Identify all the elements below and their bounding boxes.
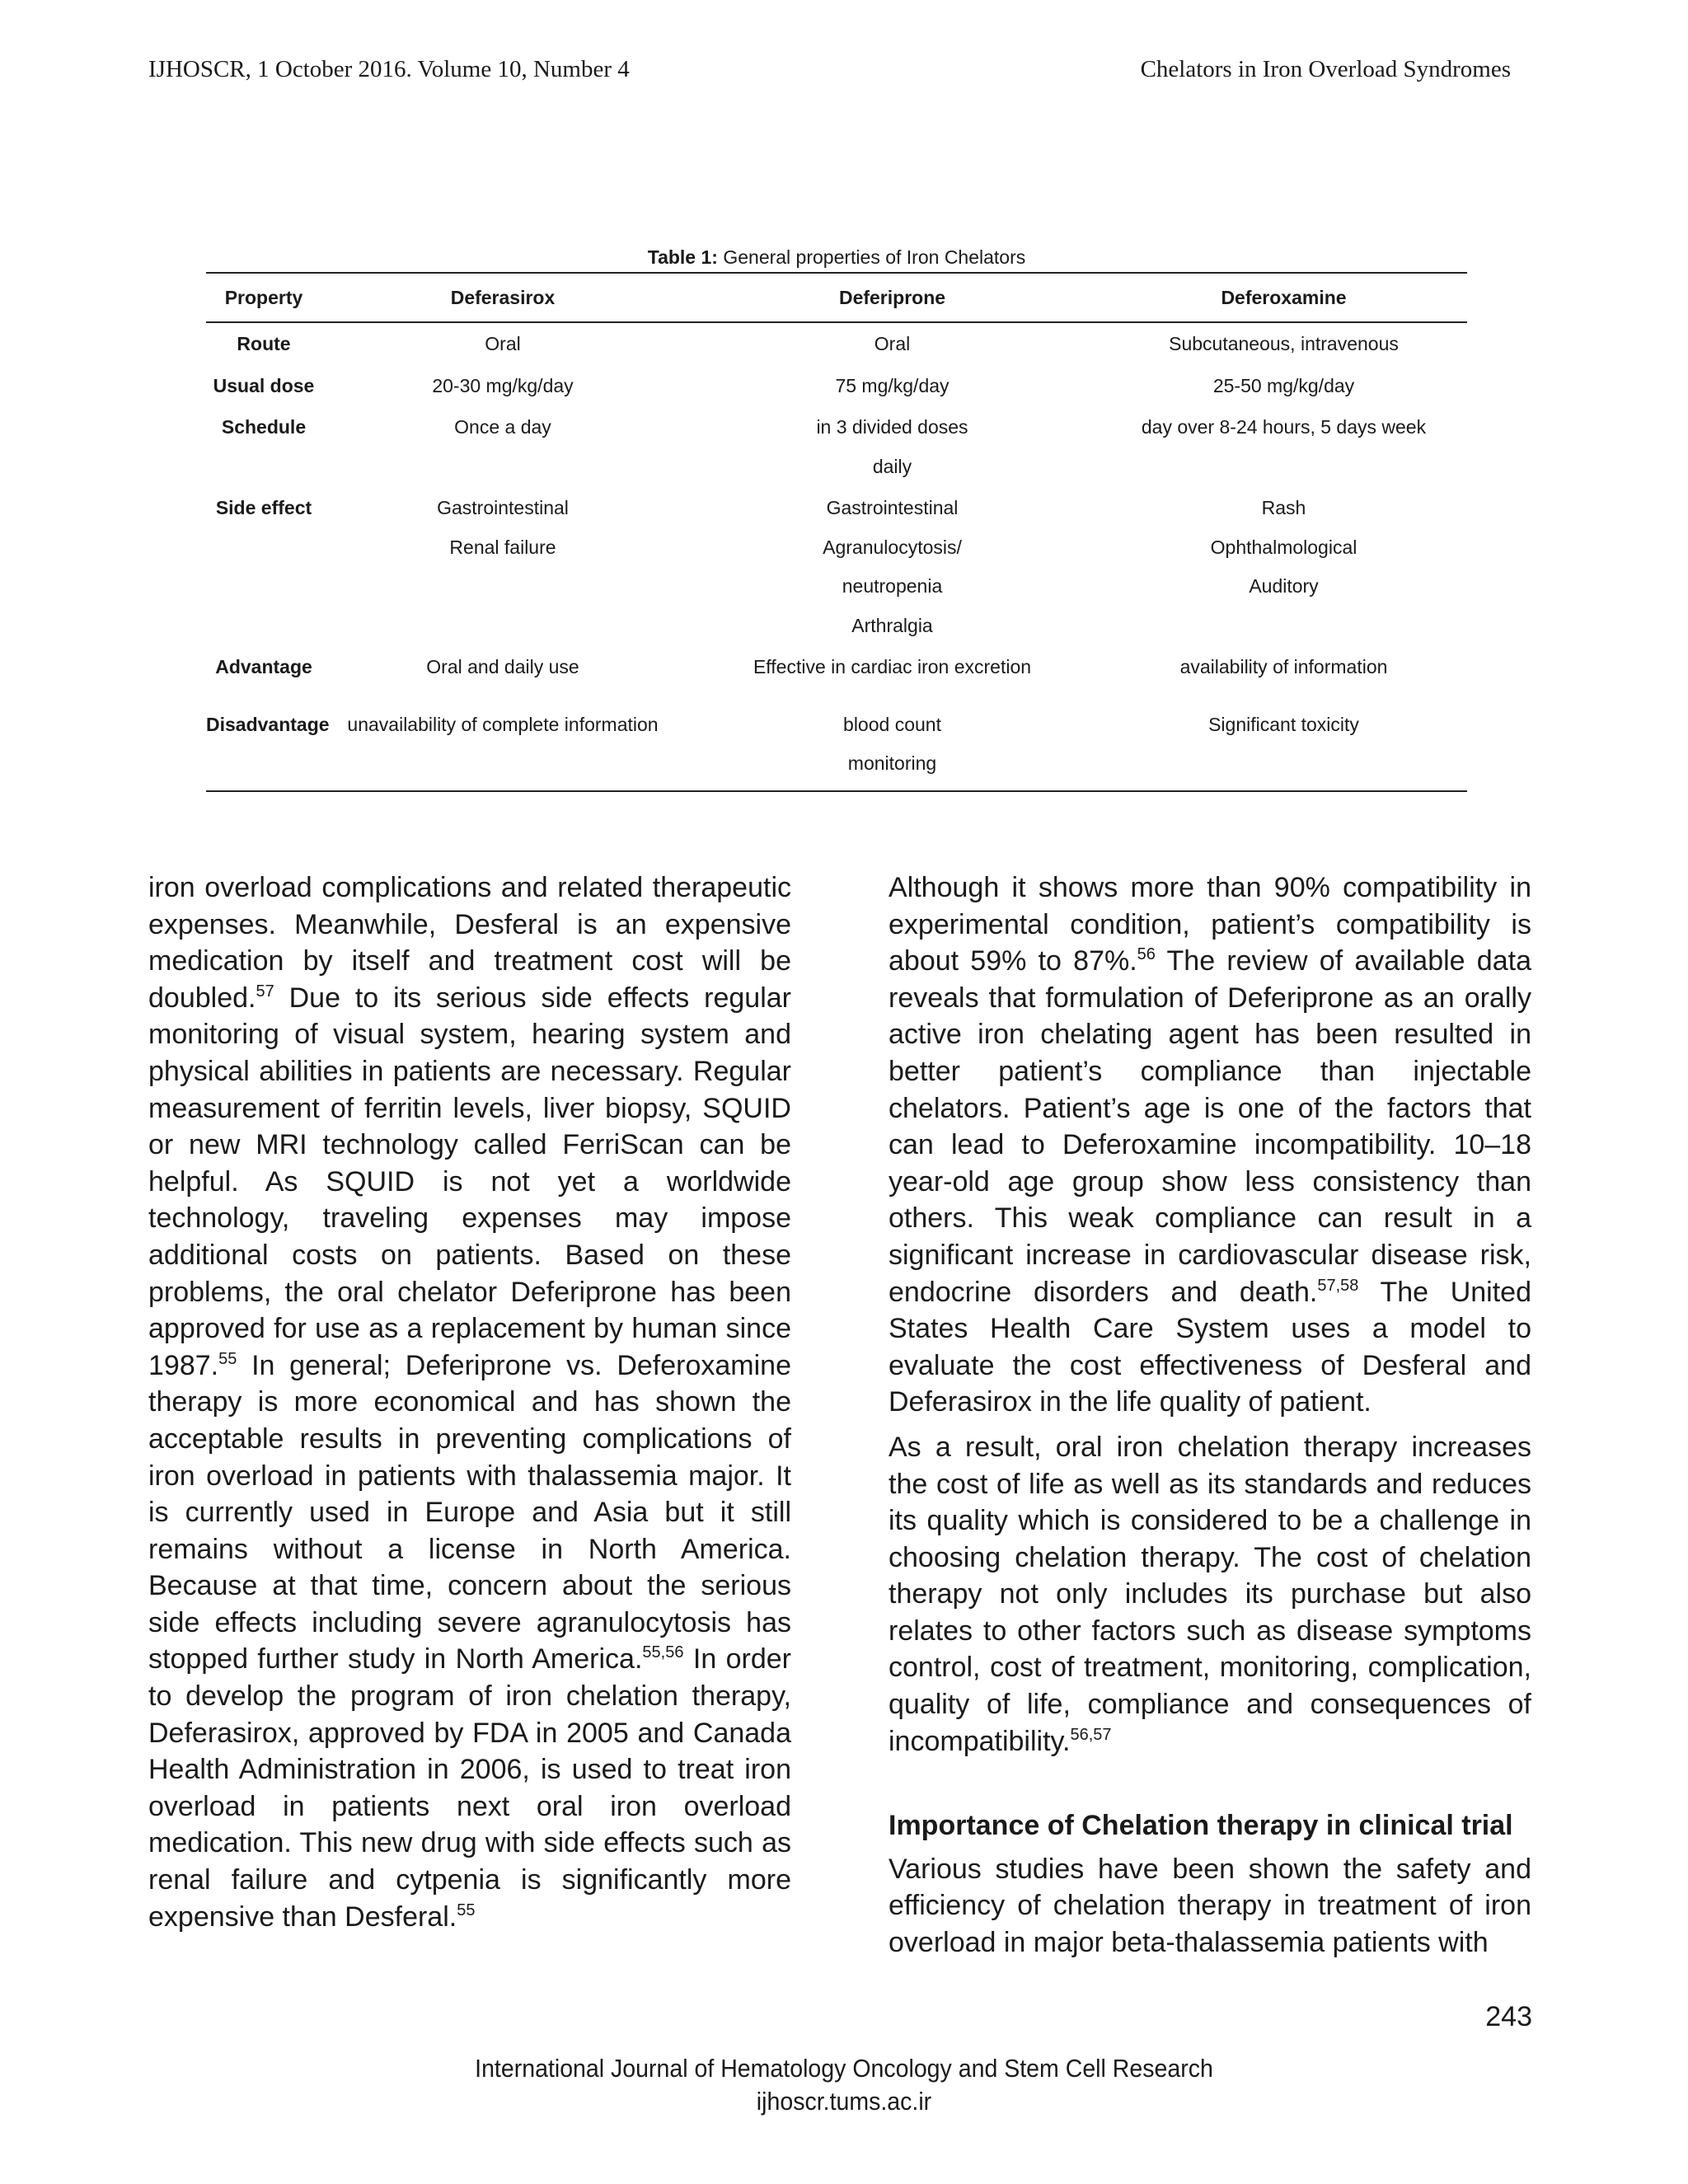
body-paragraph: Various studies have been shown the safety and efficiency of chelation therapy in treatment of iron overload in major beta-thalassemia patients with <box>889 1853 1531 1959</box>
cell-line: Once a day <box>454 416 551 438</box>
column-header: Deferiprone <box>684 273 1100 322</box>
table-caption-text: General properties of Iron Chelators <box>717 246 1026 268</box>
cell-line: monitoring <box>847 752 937 774</box>
section-heading: Importance of Chelation therapy in clinical trial <box>889 1810 1513 1842</box>
table-row <box>206 364 1467 406</box>
cell-line: blood count <box>843 713 941 735</box>
cell-line: Agranulocytosis/ <box>823 536 962 558</box>
table-cell <box>321 645 684 687</box>
row-header: Schedule <box>221 416 307 438</box>
table-cell <box>321 364 684 406</box>
row-header: Disadvantage <box>206 687 321 791</box>
cell-line: Significant toxicity <box>1208 713 1359 735</box>
cell-line: Rash <box>1261 497 1306 518</box>
row-header: Usual dose <box>213 374 315 396</box>
cell-line: Auditory <box>1249 575 1319 597</box>
table-header-row <box>206 273 1467 322</box>
cell-line: in 3 divided doses <box>816 416 968 438</box>
page-number: 243 <box>1485 2001 1532 2032</box>
journal-issue: IJHOSCR, 1 October 2016. Volume 10, Number 4 <box>148 56 630 82</box>
cell-line: Subcutaneous, intravenous <box>1169 333 1399 354</box>
cell-line: Oral and daily use <box>426 656 579 677</box>
table-cell <box>684 405 1100 486</box>
table-row <box>206 645 1467 687</box>
table-cell <box>321 687 684 791</box>
table-cell <box>1100 405 1467 486</box>
right-column <box>889 869 1531 1970</box>
table-cell <box>684 322 1100 364</box>
table-cell <box>1100 645 1467 687</box>
body-paragraph: Although it shows more than 90% compatibility in experimental condition, patient’s compatibility is about 59% to 87%.$^{56}$ The review of available data reveals that formulation of Deferiprone as an orally active iron chelating agent has been resulted in better patient’s compliance than injectable chelators. Patient’s age is one of the factors that can lead to Deferoxamine incompatibility. 10–18 year-old age group show less consistency than others. This weak compliance can result in a significant increase in cardiovascular disease risk, endocrine disorders and death.$^{57,58}$ The United States Health Care System uses a model to evaluate the cost effectiveness of Desferal and Deferasirox in the life quality of patient. <box>889 872 1531 1418</box>
cell-line: 20-30 mg/kg/day <box>432 374 574 396</box>
table-cell <box>684 364 1100 406</box>
footer <box>68 2052 1620 2118</box>
column-header: Property <box>206 273 321 322</box>
citation: 57,58 <box>1317 1276 1359 1295</box>
table-cell <box>1100 687 1467 791</box>
table-row <box>206 486 1467 645</box>
properties-table <box>206 272 1467 792</box>
table-cell <box>321 322 684 364</box>
cell-line: Renal failure <box>449 536 556 558</box>
table-caption <box>206 242 1467 272</box>
cell-line: Arthralgia <box>851 614 933 636</box>
cell-line: unavailability of complete information <box>347 713 659 735</box>
citation: 55,56 <box>642 1643 684 1662</box>
table-cell <box>1100 322 1467 364</box>
citation: 55 <box>457 1900 476 1919</box>
citation: 56,57 <box>1070 1725 1112 1744</box>
table-row <box>206 322 1467 364</box>
row-header: Advantage <box>215 656 312 677</box>
cell-line: Gastrointestinal <box>437 497 569 518</box>
column-header: Deferasirox <box>321 273 684 322</box>
body-paragraph: As a result, oral iron chelation therapy increases the cost of life as well as its standards and reduces its quality which is considered to be a challenge in choosing chelation therapy. The cost of chelation therapy not only includes its purchase but also relates to other factors such as disease symptoms control, cost of treatment, monitoring, complication, quality of life, compliance and consequences of incompatibility.$^{56,57}$ <box>889 1431 1531 1757</box>
row-header: Route <box>237 333 291 354</box>
table-cell <box>321 486 684 645</box>
table-cell <box>684 486 1100 645</box>
cell-line: availability of information <box>1179 656 1388 677</box>
cell-line: neutropenia <box>842 575 943 597</box>
cell-line: Ophthalmological <box>1210 536 1357 558</box>
cell-line: daily <box>872 455 912 477</box>
footer-url: ijhoscr.tums.ac.ir <box>756 2087 932 2116</box>
table-cell <box>684 645 1100 687</box>
table-cell <box>321 405 684 486</box>
cell-line: Effective in cardiac iron excretion <box>753 656 1032 677</box>
cell-line: 75 mg/kg/day <box>835 374 950 396</box>
cell-line: Gastrointestinal <box>826 497 959 518</box>
footer-journal-name: International Journal of Hematology Oncology and Stem Cell Research <box>475 2054 1213 2083</box>
body-paragraph: iron overload complications and related therapeutic expenses. Meanwhile, Desferal is an expensive medication by itself and treatment cost will be doubled.$^{57}$ Due to its serious side effects regular monitoring of visual system, hearing system and physical abilities in patients are necessary. Regular measurement of ferritin levels, liver biopsy, SQUID or new MRI technology called FerriScan can be helpful. As SQUID is not yet a worldwide technology, traveling expenses may impose additional costs on patients. Based on these problems, the oral chelator Deferiprone has been approved for use as a replacement by human since 1987.55 In general; Deferiprone vs. Deferoxamine therapy is more economical and has shown the acceptable results in preventing complications of iron overload in patients with thalassemia major. It is currently used in Europe and Asia but it still remains without a license in North America. Because at that time, concern about the serious side effects including severe agranulocytosis has stopped further study in North America.$^{55,56}$ In order to develop the program of iron chelation therapy, Deferasirox, approved by FDA in 2005 and Canada Health Administration in 2006, is used to treat iron overload in patients next oral iron overload medication. This new drug with side effects such as renal failure and cytpenia is significantly more expensive than Desferal.$^{55}$ <box>148 872 791 1933</box>
citation: 56 <box>1137 945 1156 964</box>
citation: 55 <box>218 1349 237 1368</box>
table-row <box>206 405 1467 486</box>
cell-line: Oral <box>874 333 911 354</box>
table-1 <box>206 242 1467 792</box>
table-row <box>206 687 1467 791</box>
article-short-title: Chelators in Iron Overload Syndromes <box>1140 56 1511 82</box>
running-head <box>148 56 1511 92</box>
table-cell <box>1100 486 1467 645</box>
cell-line: 25-50 mg/kg/day <box>1212 374 1355 396</box>
cell-line: day over 8-24 hours, 5 days week <box>1141 416 1427 438</box>
table-cell <box>684 687 1100 791</box>
table-caption-label: Table 1: <box>647 246 718 268</box>
table-cell <box>1100 364 1467 406</box>
row-header: Side effect <box>215 497 312 518</box>
cell-line: Oral <box>485 333 521 354</box>
left-column <box>148 869 791 1943</box>
column-header: Deferoxamine <box>1100 273 1467 322</box>
citation: 57 <box>256 982 274 1001</box>
